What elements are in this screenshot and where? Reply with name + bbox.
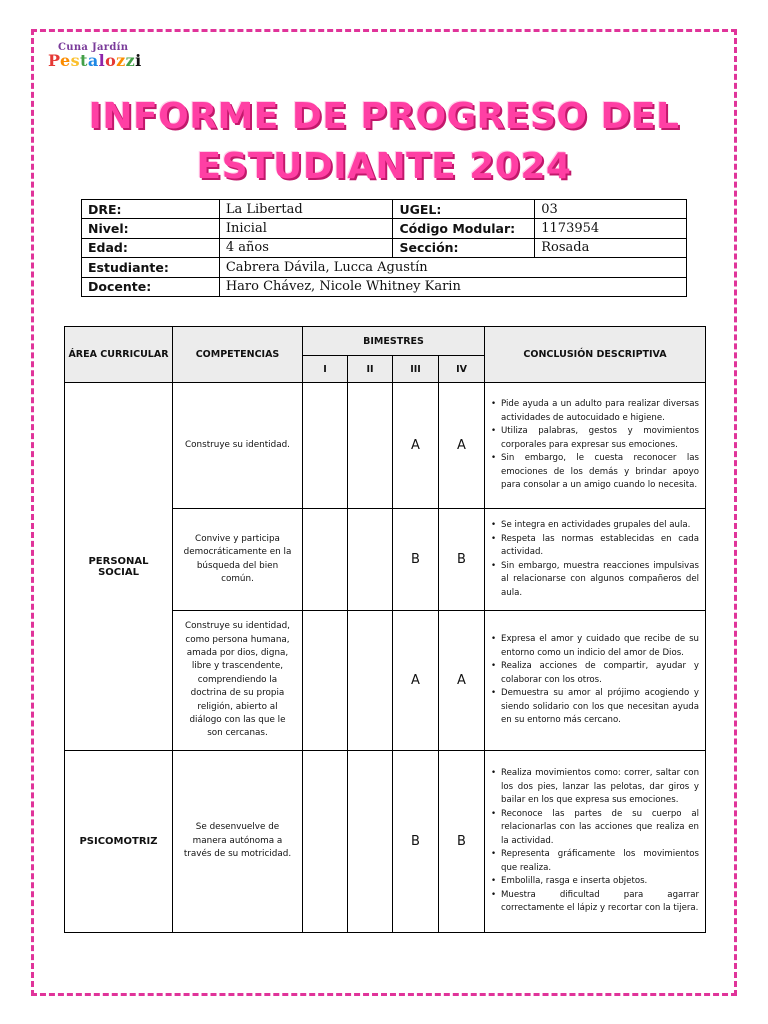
dre-value: La Libertad (219, 200, 393, 219)
title-line-2: ESTUDIANTE 2024 (196, 146, 572, 187)
info-row (82, 238, 687, 257)
docente-value: Haro Chávez, Nicole Whitney Karin (219, 277, 686, 296)
title-line-1: INFORME DE PROGRESO DEL (88, 96, 680, 137)
header-bimestre-1: I (303, 356, 348, 383)
header-bimestres: BIMESTRES (303, 327, 485, 356)
nivel-label: Nivel: (82, 219, 220, 238)
grade-cell (303, 751, 348, 933)
grade-cell: B (393, 751, 439, 933)
docente-label: Docente: (82, 277, 220, 296)
header-competencias: COMPETENCIAS (173, 327, 303, 383)
table-row (65, 751, 706, 933)
header-bimestre-4: IV (439, 356, 485, 383)
conclusion-item: • Embolilla, rasga e inserta objetos. (489, 875, 699, 889)
grade-cell: B (439, 751, 485, 933)
conclusion-item: • Pide ayuda a un adulto para realizar diversas actividades de autocuidado e higiene. (489, 398, 699, 425)
header-area: ÁREA CURRICULAR (65, 327, 173, 383)
conclusion-cell (485, 509, 706, 611)
seccion-value: Rosada (535, 238, 687, 257)
report-title (80, 92, 688, 192)
estudiante-label: Estudiante: (82, 258, 220, 277)
conclusion-cell (485, 751, 706, 933)
info-row (82, 277, 687, 296)
competencia-cell: Construye su identidad, como persona humana, amada por dios, digna, libre y trascendente, comprendiendo la doctrina de su propia religión, abierto al diálogo con las que le son cercanas. (173, 611, 303, 751)
grade-cell: A (439, 383, 485, 509)
conclusion-item: • Sin embargo, muestra reacciones impulsivas al relacionarse con algunos compañeros del aula. (489, 560, 699, 601)
ugel-label: UGEL: (393, 200, 535, 219)
dre-label: DRE: (82, 200, 220, 219)
conclusion-item: • Expresa el amor y cuidado que recibe de su entorno como un indicio del amor de Dios. (489, 633, 699, 660)
info-row (82, 200, 687, 219)
conclusion-item: • Respeta las normas establecidas en cada actividad. (489, 533, 699, 560)
grade-cell: B (393, 509, 439, 611)
estudiante-value: Cabrera Dávila, Lucca Agustín (219, 258, 686, 277)
grade-cell (348, 509, 393, 611)
competencia-cell: Se desenvuelve de manera autónoma a través de su motricidad. (173, 751, 303, 933)
ugel-value: 03 (535, 200, 687, 219)
grade-cell (348, 751, 393, 933)
conclusion-item: • Utiliza palabras, gestos y movimientos corporales para expresar sus emociones. (489, 425, 699, 452)
table-row (65, 383, 706, 509)
conclusion-item: • Realiza movimientos como: correr, saltar con los dos pies, lanzar las pelotas, dar giros y bailar en los que expresa sus emociones. (489, 767, 699, 808)
grade-cell (303, 509, 348, 611)
info-row (82, 219, 687, 238)
grade-cell: A (439, 611, 485, 751)
conclusion-cell (485, 611, 706, 751)
grade-cell: B (439, 509, 485, 611)
conclusion-item: • Muestra dificultad para agarrar correctamente el lápiz y recortar con la tijera. (489, 889, 699, 916)
grade-cell (348, 383, 393, 509)
header-bimestre-3: III (393, 356, 439, 383)
student-info-table (81, 199, 687, 297)
grade-cell (348, 611, 393, 751)
edad-value: 4 años (219, 238, 393, 257)
logo-name: Pestalozzi (48, 51, 142, 70)
progress-table (64, 326, 706, 933)
grade-cell (303, 611, 348, 751)
codigo-value: 1173954 (535, 219, 687, 238)
grade-cell: A (393, 383, 439, 509)
nivel-value: Inicial (219, 219, 393, 238)
info-row (82, 258, 687, 277)
conclusion-cell (485, 383, 706, 509)
school-logo (48, 42, 158, 72)
area-psicomotriz: PSICOMOTRIZ (65, 751, 173, 933)
conclusion-item: • Representa gráficamente los movimientos que realiza. (489, 848, 699, 875)
codigo-label: Código Modular: (393, 219, 535, 238)
conclusion-item: • Demuestra su amor al prójimo acogiendo y siendo solidario con los que necesitan ayuda en su entorno más cercano. (489, 687, 699, 728)
header-bimestre-2: II (348, 356, 393, 383)
seccion-label: Sección: (393, 238, 535, 257)
conclusion-item: • Sin embargo, le cuesta reconocer las emociones de los demás y brindar apoyo para consolar a un amigo cuando lo necesita. (489, 452, 699, 493)
grade-cell (303, 383, 348, 509)
competencia-cell: Construye su identidad. (173, 383, 303, 509)
competencia-cell: Convive y participa democráticamente en la búsqueda del bien común. (173, 509, 303, 611)
area-personal-social: PERSONAL SOCIAL (65, 383, 173, 751)
grade-cell: A (393, 611, 439, 751)
conclusion-item: • Reconoce las partes de su cuerpo al relacionarlas con las acciones que realiza en la actividad. (489, 808, 699, 849)
header-conclusion: CONCLUSIÓN DESCRIPTIVA (485, 327, 706, 383)
conclusion-item: • Realiza acciones de compartir, ayudar y colaborar con los otros. (489, 660, 699, 687)
conclusion-item: • Se integra en actividades grupales del aula. (489, 519, 699, 533)
logo-subtitle: Cuna Jardín (58, 42, 129, 53)
edad-label: Edad: (82, 238, 220, 257)
